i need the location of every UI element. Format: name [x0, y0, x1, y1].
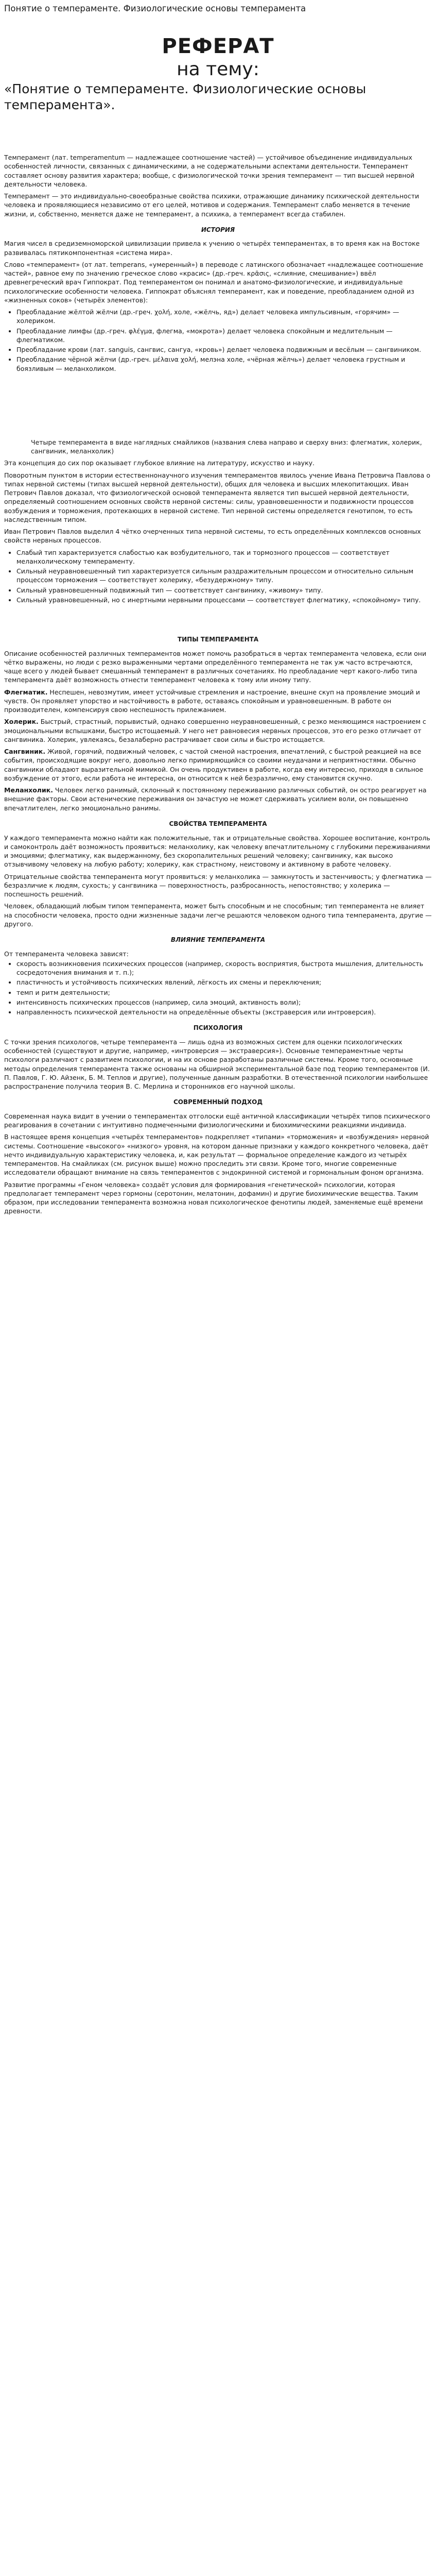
list-item: • Сильный уравновешенный, но с инертными нервными процессами — соответствует флегматику, «спокойному» типу. [16, 596, 432, 604]
list-item: • темп и ритм деятельности; [16, 988, 432, 997]
title-topic: «Понятие о темпераменте. Физиологические основы темперамента». [4, 81, 367, 112]
type-entry [4, 786, 432, 812]
section-heading-modern: СОВРЕМЕННЫЙ ПОДХОД [173, 1098, 263, 1106]
type-term: Сангвиник. [4, 748, 46, 756]
nervous-types-list [4, 548, 432, 605]
type-text: Неспешен, невозмутим, имеет устойчивые стремления и настроение, внешне скуп на проявление эмоций и чувств. Он проявляет упорство и настойчивость в работе, оставаясь спокойным и уравновешенным. В работе он производителен, компенсируя свою неспешность прилежанием. [4, 688, 420, 714]
psychology-paragraph: С точки зрения психологов, четыре темперамента — лишь одна из возможных систем для оценки психологических особенностей (существуют и другие, например, «интроверсия — экстраверсия»). Основные темпераментные черты психологи различают с развитием психологии, и на их основе разработаны различные системы. Кроме того, основные методы определения темперамента также основаны на обширной экспериментальной базе под теорию темпераментов (И. П. Павлов, Г. Ю. Айзенк, Б. М. Теплов и другие), полученные данным разработки. В отечественной психологии наибольшее распространение получила теория В. С. Мерлина и сторонников его научной школы. [4, 1038, 430, 1091]
section-heading-influence: ВЛИЯНИЕ ТЕМПЕРАМЕНТА [170, 936, 266, 944]
section-heading-history: ИСТОРИЯ [201, 226, 235, 233]
list-item: • скорость возникновения психических процессов (например, скорость восприятия, быстрота мышления, длительность сосредоточения внимания и т. п.); [16, 959, 432, 977]
list-item: • Сильный уравновешенный подвижный тип — соответствует сангвинику, «живому» типу. [16, 586, 432, 595]
type-term: Флегматик. [4, 688, 48, 696]
type-entry [4, 747, 432, 783]
physio-paragraph: Эта концепция до сих пор оказывает глубокое влияние на литературу, искусство и науку. [4, 459, 315, 467]
list-item: • пластичность и устойчивость психических явлений, лёгкость их смены и переключения; [16, 978, 432, 987]
type-text: Человек легко ранимый, склонный к постоянному переживанию различных событий, он остро реагирует на внешние факторы. Свои астенические переживания он зачастую не может сдерживать усилием воли, он повышенно впечатлителен, легко эмоционально ранимы. [4, 786, 427, 812]
type-text: Быстрый, страстный, порывистый, однако совершенно неуравновешенный, с резко меняющимся настроением с эмоциональными вспышками, быстро истощаемый. У него нет равновесия нервных процессов, это его резко отличает от сангвиника. Холерик, увлекаясь, безалаберно растрачивает свои силы и быстро истощается. [4, 718, 426, 743]
type-term: Меланхолик. [4, 786, 53, 794]
modern-paragraph: Развитие программы «Геном человека» создаёт условия для формирования «генетической» психологии, которая предполагает темперамент через гормоны (серотонин, мелатонин, дофамин) и другие биохимические вещества. Таким образом, при исследовании темперамента возможна новая психологическое фенотипы людей, заменяемые ещё времени древности. [4, 1180, 423, 1215]
modern-paragraph: В настоящее время концепция «четырёх темпераментов» подкрепляет «типами» «торможения» и «возбуждения» нервной системы. Соотношение «высокого» «низкого» уровня, на котором данные признаки у каждого конкретного человека, даёт нечто индивидуальную характеристику человека, и, как результат — формальное определение каждого из четырёх темпераментов. На смайликах (см. рисунок выше) можно проследить эти связи. Кроме того, многие современные исследователи обращают внимание на связь темпераментов с эндокринной системой и гормональным фоном организма. [4, 1133, 429, 1177]
types-intro: Описание особенностей различных темпераментов может помочь разобраться в чертах темперамента человека, если они чётко выражены, но люди с резко выраженными чертами определённого темперамента не так уж часто встречаются, чаще всего у людей бывает смешанный темперамент в различных сочетаниях. Но преобладание черт какого-либо типа темперамента даёт возможность отнести темперамент человека к тому или иному типу. [4, 649, 427, 684]
image-placeholder [4, 376, 432, 438]
humors-list [4, 308, 432, 373]
properties-paragraph: У каждого темперамента можно найти как положительные, так и отрицательные свойства. Хорошее воспитание, контроль и самоконтроль даёт возможность проявиться: меланхолику, как человеку впечатлительному с глубокими переживаниями и эмоциями; флегматику, как выдержанному, без скоропалительных решений человеку; сангвинику, как высоко отзывчивому человеку на любую работу; холерику, как страстному, неистовому и активному в работе человеку. [4, 834, 430, 869]
document-title: Понятие о темпераменте. Физиологические основы темперамента [4, 4, 306, 13]
list-item: • Преобладание крови (лат. sanguis, сангвис, сангуа, «кровь») делает человека подвижным и весёлым — сангвиником. [16, 345, 432, 354]
list-item: • Преобладание лимфы (др.-греч. φλέγμα, флегма, «мокрота») делает человека спокойным и медлительным — флегматиком. [16, 327, 432, 345]
list-item: • направленность психической деятельности на определённые объекты (экстраверсия или интроверсия). [16, 1008, 432, 1016]
type-text: Живой, горячий, подвижный человек, с частой сменой настроения, впечатлений, с быстрой реакцией на все события, происходящие вокруг него, довольно легко примиряющийся со своими неудачами и неприятностями. Обычно сангвиники обладают выразительной мимикой. Он очень продуктивен в работе, когда ему интересно, приходя в сильное возбуждение от этого, если работа не интересна, он относится к ней безразлично, ему становится скучно. [4, 748, 424, 782]
section-heading-psychology: ПСИХОЛОГИЯ [193, 1024, 243, 1032]
list-item: • Слабый тип характеризуется слабостью как возбудительного, так и тормозного процессов — соответствует меланхолическому темпераменту. [16, 548, 432, 566]
page [4, 3, 432, 1219]
list-item: • Преобладание чёрной жёлчи (др.-греч. μέλαινα χολή, мелэна холе, «чёрная жёлчь») делает человека грустным и боязливым — меланхоликом. [16, 355, 432, 373]
list-item: • Преобладание жёлтой жёлчи (др.-греч. χολή, холе, «жёлчь, яд») делает человека импульсивным, «горячим» — холериком. [16, 308, 432, 326]
history-paragraph: Слово «темперамент» (от лат. temperans, «умеренный») в переводе с латинского обозначает «надлежащее соотношение частей», равное ему по значению греческое слово «красис» (др.-греч. κρᾶσις, «слияние, смешивание») ввёл древнегреческий врач Гиппократ. Под темпераментом он понимал и анатомо-физиологические, и индивидуальные психологические особенности человека. Гиппократ объяснял темперамент, как и поведение, преобладанием одной из «жизненных соков» (четырёх элементов): [4, 260, 424, 304]
properties-paragraph: Человек, обладающий любым типом темперамента, может быть способным и не способным; тип темперамента не влияет на способности человека, просто одни жизненные задачи легче решаются человеком одного типа темперамента, другие — другого. [4, 902, 432, 928]
section-heading-properties: СВОЙСТВА ТЕМПЕРАМЕНТА [169, 820, 267, 827]
section-heading-types: ТИПЫ ТЕМПЕРАМЕНТА [177, 636, 259, 643]
modern-paragraph: Современная наука видит в учении о темпераментах отголоски ещё античной классификации четырёх типов психического реагирования в сочетании с интуитивно подмеченными физиологическими и биохимическими реакциями индивида. [4, 1112, 430, 1129]
history-paragraph: Магия чисел в средиземноморской цивилизации привела к учению о четырёх темпераментах, в то время как на Востоке развивалась пятикомпонентная «система мира». [4, 240, 420, 257]
influence-lead: От темперамента человека зависят: [4, 950, 129, 958]
intro-paragraph: Темперамент — это индивидуально-своеобразные свойства психики, отражающие динамику психической деятельности человека и проявляющиеся независимо от его целей, мотивов и содержания. Темперамент слабо меняется в течение жизни, и, собственно, меняется даже не темперамент, а психика, а темперамент всегда стабилен. [4, 192, 420, 218]
list-item: • Сильный неуравновешенный тип характеризуется сильным раздражительным процессом и относительно сильным процессом торможения — соответствует холерику, «безудержному» типу. [16, 567, 432, 585]
physio-paragraph: Иван Петрович Павлов выделил 4 чётко очерченных типа нервной системы, то есть определённых комплексов основных свойств нервных процессов. [4, 528, 421, 545]
physio-paragraph: Поворотным пунктом в истории естественнонаучного изучения темпераментов явилось учение Ивана Петровича Павлова о типах нервной системы (типах высшей нервной деятельности), общих для человека и высших млекопитающих. Иван Петрович Павлов доказал, что физиологической основой темперамента является тип высшей нервной деятельности, определяемый соотношением основных свойств нервной системы: силы, уравновешенности и подвижности процессов возбуждения и торможения, протекающих в нервной системе. Тип нервной системы определяется генотипом, то есть наследственным типом. [4, 471, 430, 523]
list-item: • интенсивность психических процессов (например, сила эмоций, активность воли); [16, 998, 432, 1007]
spacer [4, 120, 432, 153]
properties-paragraph: Отрицательные свойства темперамента могут проявиться: у меланхолика — замкнутость и застенчивость; у флегматика — безразличие к людям, сухость; у сангвиника — поверхностность, разбросанность, непостоянство; у холерика — поспешность решений. [4, 872, 432, 899]
title-referat: РЕФЕРАТ [162, 35, 274, 59]
spacer [4, 607, 432, 628]
title-block [4, 35, 432, 113]
intro-paragraph: Темперамент (лат. temperamentum — надлежащее соотношение частей) — устойчивое объединение индивидуальных особенностей личности, связанных с динамическими, а не содержательными аспектами деятельности. Темперамент составляет основу развития характера; вообще, с физиологической точки зрения темперамент — тип высшей нервной деятельности человека. [4, 154, 415, 188]
title-subtitle: на тему: [177, 59, 259, 80]
type-entry [4, 688, 432, 715]
type-entry [4, 717, 432, 744]
image-caption: Четыре темперамента в виде наглядных смайликов (названия слева направо и сверху вниз: флегматик, холерик, сангвиник, меланхолик) [31, 438, 422, 455]
type-term: Холерик. [4, 718, 39, 726]
influence-list [4, 959, 432, 1017]
